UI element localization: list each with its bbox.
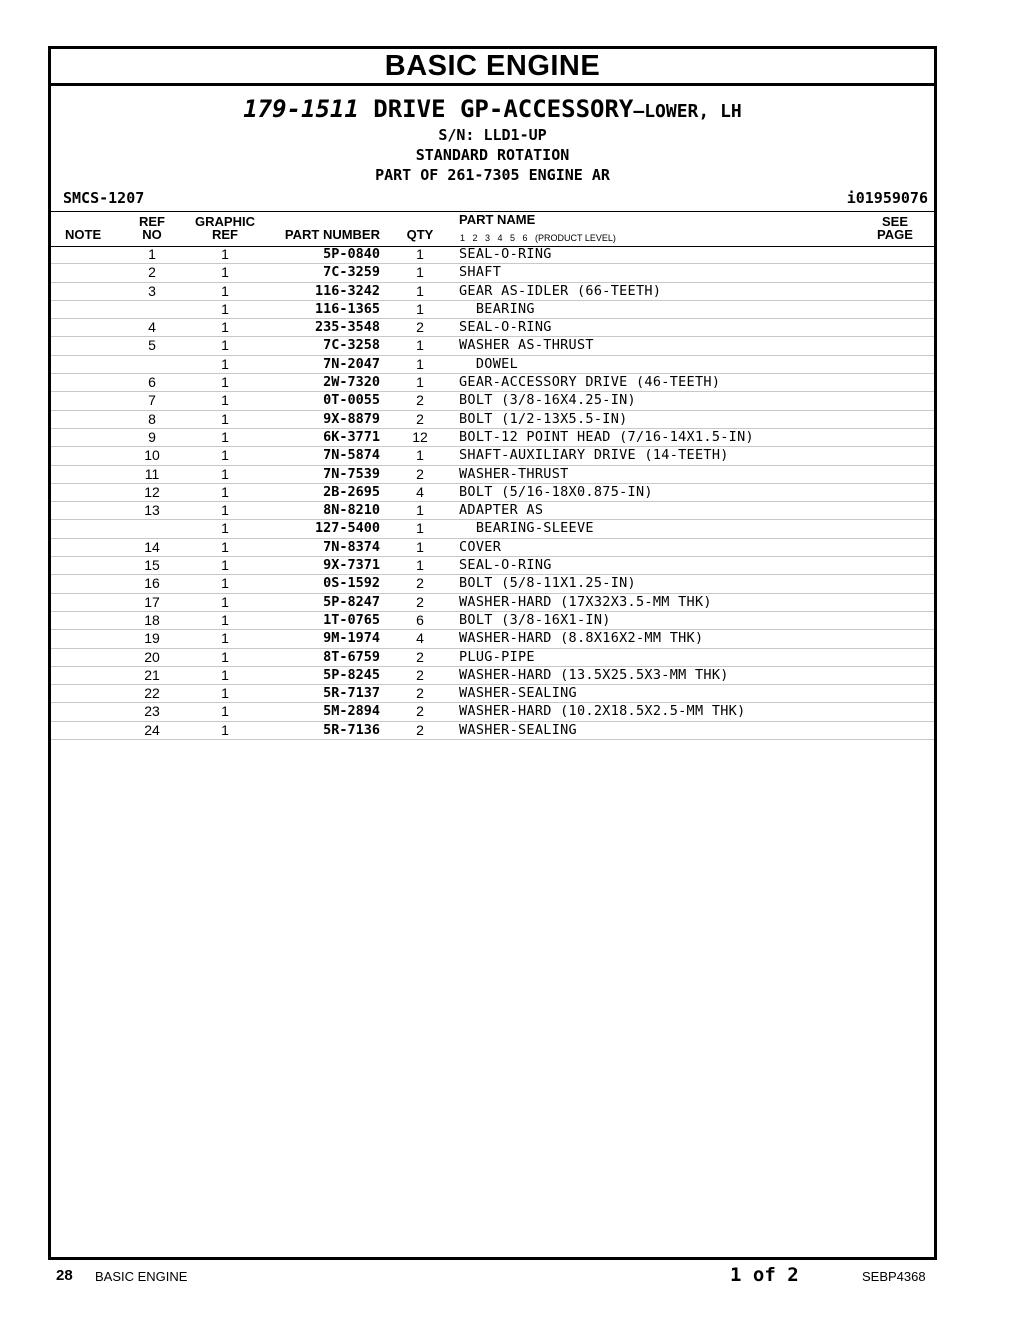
part-name: BEARING-SLEEVE: [459, 520, 594, 537]
table-row: [51, 264, 934, 282]
ref-number: 5: [148, 337, 156, 354]
part-name: BOLT (5/8-11X1.25-IN): [459, 575, 636, 592]
part-number: 5R-7137: [323, 685, 380, 702]
part-name: WASHER-THRUST: [459, 465, 569, 482]
table-row: [51, 411, 934, 429]
part-name: WASHER-HARD (8.8X16X2-MM THK): [459, 630, 704, 647]
ref-number: 10: [144, 447, 160, 464]
graphic-ref: 1: [221, 703, 229, 720]
part-name: SEAL-O-RING: [459, 246, 552, 262]
graphic-ref: 1: [221, 355, 229, 372]
quantity: 1: [416, 538, 424, 555]
graphic-ref: 1: [221, 538, 229, 555]
part-name: SHAFT: [459, 264, 502, 281]
part-name: BOLT (5/16-18X0.875-IN): [459, 483, 653, 500]
part-name: PLUG-PIPE: [459, 648, 535, 665]
table-row: [51, 575, 934, 593]
table-row: [51, 466, 934, 484]
graphic-ref: 1: [221, 483, 229, 500]
footer-document-id: SEBP4368: [862, 1269, 926, 1284]
part-number: 2W-7320: [323, 374, 380, 391]
graphic-ref: 1: [221, 264, 229, 281]
graphic-ref: 1: [221, 520, 229, 537]
group-title: [51, 96, 934, 125]
table-row: [51, 667, 934, 685]
group-name: DRIVE GP-ACCESSORY: [373, 95, 634, 123]
part-number: 116-1365: [314, 300, 380, 317]
graphic-ref: 1: [221, 611, 229, 628]
ref-number: 9: [148, 428, 156, 445]
part-number: 5R-7136: [323, 721, 380, 738]
section-title: BASIC ENGINE: [51, 49, 934, 86]
ref-number: 16: [144, 575, 160, 592]
graphic-ref: 1: [221, 648, 229, 665]
quantity: 1: [416, 300, 424, 317]
graphic-ref: 1: [221, 282, 229, 299]
part-number: 9X-8879: [323, 410, 380, 427]
col-part-name: PART NAME: [459, 212, 536, 227]
footer-page-count: 1 of 2: [730, 1264, 799, 1286]
part-name: DOWEL: [459, 355, 518, 372]
graphic-ref: 1: [221, 246, 229, 262]
part-number: 8N-8210: [323, 502, 380, 519]
part-number: 8T-6759: [323, 648, 380, 665]
col-note: NOTE: [65, 227, 102, 242]
parts-table-body: [51, 246, 934, 740]
graphic-ref: 1: [221, 392, 229, 409]
graphic-ref: 1: [221, 428, 229, 445]
part-number: 235-3548: [314, 319, 380, 336]
part-number: 0S-1592: [323, 575, 380, 592]
part-name: WASHER AS-THRUST: [459, 337, 594, 354]
table-row: [51, 557, 934, 575]
table-row: [51, 447, 934, 465]
part-name: WASHER-HARD (10.2X18.5X2.5-MM THK): [459, 703, 746, 720]
quantity: 2: [416, 721, 424, 738]
group-part-number: 179-1511: [243, 95, 359, 123]
part-of-note: PART OF 261-7305 ENGINE AR: [375, 166, 610, 184]
part-number: 7N-5874: [323, 447, 380, 464]
part-name: SHAFT-AUXILIARY DRIVE (14-TEETH): [459, 447, 729, 464]
quantity: 1: [416, 374, 424, 391]
smcs-row: [63, 189, 928, 207]
table-row: [51, 685, 934, 703]
quantity: 6: [416, 611, 424, 628]
table-row: [51, 374, 934, 392]
table-row: [51, 319, 934, 337]
part-name: WASHER-HARD (13.5X25.5X3-MM THK): [459, 666, 729, 683]
quantity: 2: [416, 319, 424, 336]
quantity: 1: [416, 557, 424, 574]
part-number: 5P-0840: [323, 246, 380, 262]
table-row: [51, 246, 934, 264]
table-row: [51, 612, 934, 630]
quantity: 2: [416, 593, 424, 610]
smcs-code: SMCS-1207: [63, 189, 145, 207]
table-row: [51, 301, 934, 319]
quantity: 2: [416, 392, 424, 409]
ref-number: 21: [144, 666, 160, 683]
part-name: WASHER-SEALING: [459, 721, 577, 738]
ref-number: 23: [144, 703, 160, 720]
part-number: 7N-8374: [323, 538, 380, 555]
part-number: 7N-2047: [323, 355, 380, 372]
quantity: 2: [416, 685, 424, 702]
part-name: ADAPTER AS: [459, 502, 544, 519]
part-number: 127-5400: [314, 520, 380, 537]
ref-number: 1: [148, 246, 156, 262]
quantity: 4: [416, 483, 424, 500]
ref-number: 22: [144, 685, 160, 702]
graphic-ref: 1: [221, 557, 229, 574]
col-ref-bottom: NO: [142, 227, 162, 242]
graphic-ref: 1: [221, 685, 229, 702]
ref-number: 11: [144, 465, 160, 482]
quantity: 1: [416, 246, 424, 262]
ref-number: 8: [148, 410, 156, 427]
graphic-ref: 1: [221, 337, 229, 354]
part-number: 7C-3259: [323, 264, 380, 281]
ref-number: 15: [144, 557, 160, 574]
graphic-ref: 1: [221, 721, 229, 738]
page-footer: [0, 1262, 1020, 1292]
quantity: 1: [416, 337, 424, 354]
quantity: 2: [416, 666, 424, 683]
part-name: SEAL-O-RING: [459, 557, 552, 574]
part-number: 5P-8247: [323, 593, 380, 610]
group-heading: [51, 96, 934, 185]
ref-number: 19: [144, 630, 160, 647]
col-qty: QTY: [406, 227, 434, 242]
table-row: [51, 539, 934, 557]
col-part-number: PART NUMBER: [284, 227, 380, 242]
part-number: 7N-7539: [323, 465, 380, 482]
quantity: 2: [416, 648, 424, 665]
ref-number: 2: [148, 264, 156, 281]
part-name: BOLT (1/2-13X5.5-IN): [459, 410, 628, 427]
col-ref-top: REF: [139, 214, 165, 229]
ref-number: 24: [144, 721, 160, 738]
graphic-ref: 1: [221, 630, 229, 647]
graphic-ref: 1: [221, 575, 229, 592]
quantity: 1: [416, 264, 424, 281]
quantity: 2: [416, 575, 424, 592]
footer-page-number: 28: [56, 1267, 73, 1284]
part-number: 9M-1974: [323, 630, 380, 647]
part-number: 9X-7371: [323, 557, 380, 574]
quantity: 1: [416, 355, 424, 372]
table-row: [51, 392, 934, 410]
table-row: [51, 356, 934, 374]
table-row: [51, 630, 934, 648]
part-name: BOLT (3/8-16X1-IN): [459, 611, 611, 628]
ref-number: 6: [148, 374, 156, 391]
part-number: 5P-8245: [323, 666, 380, 683]
part-name: BOLT-12 POINT HEAD (7/16-14X1.5-IN): [459, 428, 754, 445]
table-row: [51, 502, 934, 520]
table-header: [51, 211, 934, 247]
ref-number: 4: [148, 319, 156, 336]
col-see-bottom: PAGE: [877, 227, 913, 242]
part-name: SEAL-O-RING: [459, 319, 552, 336]
rotation-note: STANDARD ROTATION: [415, 146, 570, 164]
quantity: 2: [416, 465, 424, 482]
col-product-levels: 1 2 3 4 5 6 (PRODUCT LEVEL): [460, 233, 616, 243]
quantity: 1: [416, 447, 424, 464]
quantity: 2: [416, 410, 424, 427]
graphic-ref: 1: [221, 465, 229, 482]
col-see-top: SEE: [881, 214, 908, 229]
graphic-ref: 1: [221, 502, 229, 519]
table-row: [51, 429, 934, 447]
part-name: WASHER-SEALING: [459, 685, 577, 702]
graphic-ref: 1: [221, 319, 229, 336]
part-name: BOLT (3/8-16X4.25-IN): [459, 392, 636, 409]
graphic-ref: 1: [221, 666, 229, 683]
graphic-ref: 1: [221, 300, 229, 317]
quantity: 2: [416, 703, 424, 720]
graphic-ref: 1: [221, 593, 229, 610]
table-row: [51, 283, 934, 301]
graphic-ref: 1: [221, 374, 229, 391]
part-number: 116-3242: [314, 282, 380, 299]
quantity: 1: [416, 282, 424, 299]
table-row: [51, 594, 934, 612]
quantity: 1: [416, 520, 424, 537]
footer-section: BASIC ENGINE: [95, 1269, 188, 1284]
table-row: [51, 520, 934, 538]
serial-range: S/N: LLD1-UP: [438, 126, 547, 144]
part-name: BEARING: [459, 300, 535, 317]
part-number: 2B-2695: [323, 483, 380, 500]
page-frame: [48, 46, 937, 1260]
part-name: GEAR-ACCESSORY DRIVE (46-TEETH): [459, 374, 721, 391]
ref-number: 17: [144, 593, 160, 610]
ref-number: 20: [144, 648, 160, 665]
table-row: [51, 337, 934, 355]
part-number: 1T-0765: [323, 611, 380, 628]
part-name: GEAR AS-IDLER (66-TEETH): [459, 282, 662, 299]
ref-number: 13: [144, 502, 160, 519]
ref-number: 14: [144, 538, 160, 555]
table-row: [51, 703, 934, 721]
quantity: 1: [416, 502, 424, 519]
part-name: COVER: [459, 538, 502, 555]
table-row: [51, 722, 934, 740]
group-name-suffix: —LOWER, LH: [633, 101, 742, 122]
part-number: 0T-0055: [323, 392, 380, 409]
quantity: 12: [412, 428, 428, 445]
part-number: 5M-2894: [323, 703, 380, 720]
quantity: 4: [416, 630, 424, 647]
ref-number: 12: [144, 483, 160, 500]
ref-number: 3: [148, 282, 156, 299]
ref-number: 18: [144, 611, 160, 628]
illustration-id: i01959076: [846, 189, 928, 207]
table-row: [51, 649, 934, 667]
ref-number: 7: [148, 392, 156, 409]
part-number: 6K-3771: [323, 428, 380, 445]
table-row: [51, 484, 934, 502]
graphic-ref: 1: [221, 410, 229, 427]
graphic-ref: 1: [221, 447, 229, 464]
part-name: WASHER-HARD (17X32X3.5-MM THK): [459, 593, 712, 610]
col-graphic-top: GRAPHIC: [195, 214, 255, 229]
part-number: 7C-3258: [323, 337, 380, 354]
col-graphic-bottom: REF: [212, 227, 238, 242]
